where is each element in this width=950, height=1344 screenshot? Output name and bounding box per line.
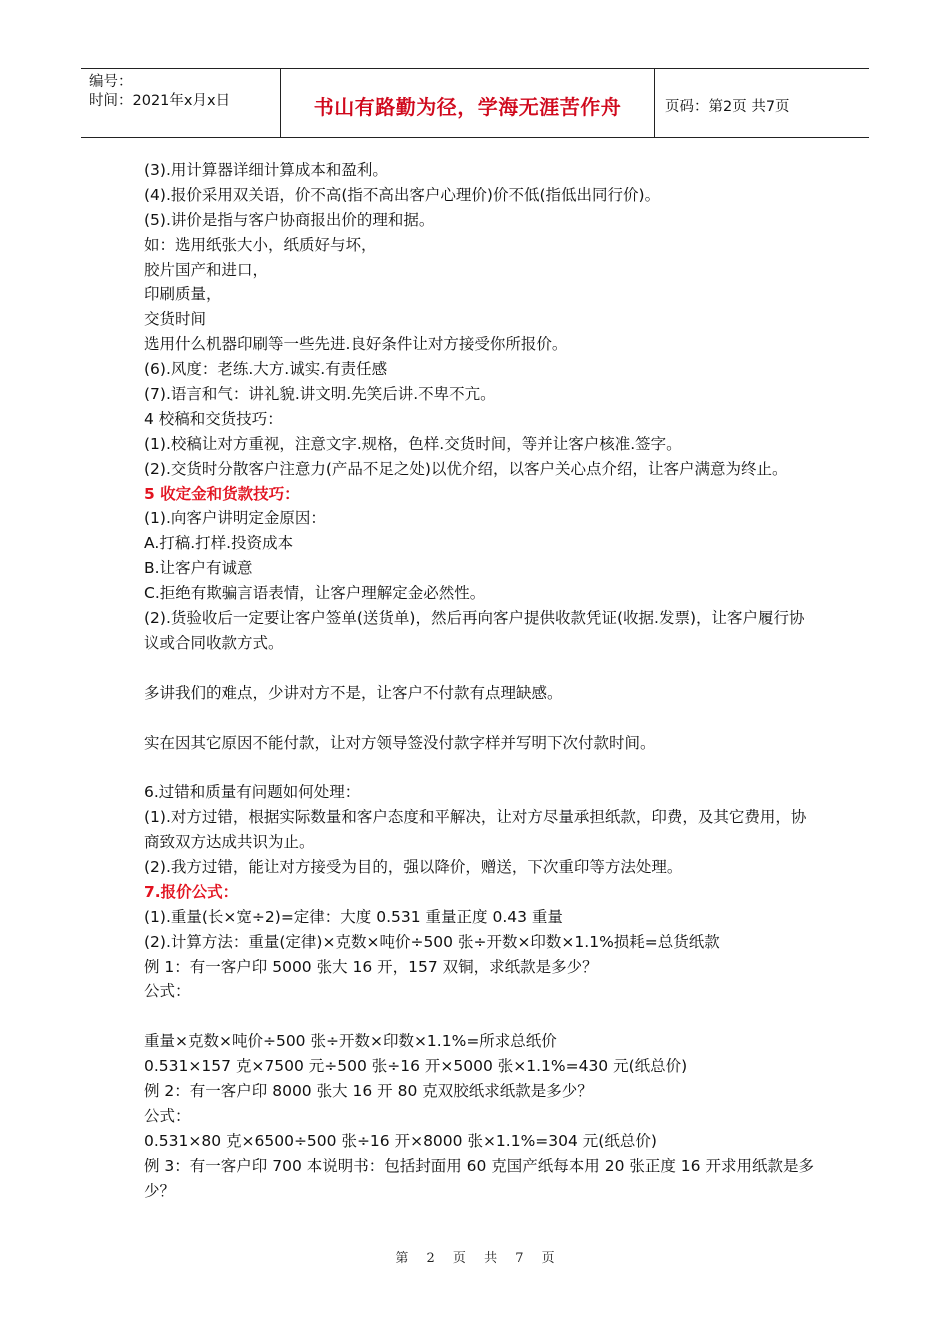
footer-word: 页 — [452, 1251, 466, 1266]
header-motto-cell — [281, 69, 655, 137]
text-line: 交货时间 — [144, 310, 207, 329]
text-line: (2).我方过错，能让对方接受为目的，强以降价，赠送，下次重印等方法处理。 — [144, 858, 683, 877]
blank-line — [144, 656, 814, 681]
footer-total-pages: 7 — [515, 1251, 524, 1266]
section-heading: 5 收定金和货款技巧： — [144, 484, 300, 503]
document-body — [144, 158, 814, 1204]
text-line: (1).校稿让对方重视，注意文字.规格，色样.交货时间，等并让客户核准.签字。 — [144, 434, 682, 453]
text-line: (6).风度：老练.大方.诚实.有责任感 — [144, 360, 388, 379]
footer-word: 页 — [541, 1251, 555, 1266]
blank-line — [144, 706, 814, 731]
header-meta — [81, 69, 281, 137]
text-line: B.让客户有诚意 — [144, 559, 253, 578]
text-line: (2).交货时分散客户注意力(产品不足之处)以优介绍，以客户关心点介绍，让客户满意为终止。 — [144, 459, 788, 478]
text-line: 实在因其它原因不能付款，让对方领导签没付款字样并写明下次付款时间。 — [144, 733, 656, 752]
blank-line — [144, 755, 814, 780]
footer-word: 第 — [395, 1251, 409, 1266]
document-date: 时间：2021年x月x日 — [89, 93, 231, 109]
text-line: 选用什么机器印刷等一些先进.良好条件让对方接受你所报价。 — [144, 335, 568, 354]
header-page-info: 页码：第2页 共7页 — [665, 98, 790, 115]
document-number-label: 编号： — [89, 74, 133, 90]
text-line: 公式： — [144, 1106, 191, 1125]
text-line: 0.531×80 克×6500÷500 张÷16 开×8000 张×1.1%=304 元(纸总价) — [144, 1131, 657, 1150]
section-heading: 7.报价公式： — [144, 882, 239, 901]
text-line: 4 校稿和交货技巧： — [144, 409, 283, 428]
text-line: C.拒绝有欺骗言语表情，让客户理解定金必然性。 — [144, 584, 486, 603]
text-line: 印刷质量， — [144, 285, 222, 304]
text-line: (7).语言和气：讲礼貌.讲文明.先笑后讲.不卑不亢。 — [144, 385, 496, 404]
text-line: (1).向客户讲明定金原因： — [144, 509, 326, 528]
text-line: (5).讲价是指与客户协商报出价的理和据。 — [144, 210, 435, 229]
blank-line — [144, 1004, 814, 1029]
text-line: 例 2：有一客户印 8000 张大 16 开 80 克双胶纸求纸款是多少？ — [144, 1082, 593, 1101]
document-header — [81, 68, 869, 138]
text-line: (1).对方过错，根据实际数量和客户态度和平解决，让对方尽量承担纸款，印费，及其它费用，协商致双方达成共识为止。 — [144, 808, 807, 852]
text-line: (2).计算方法：重量(定律)×克数×吨价÷500 张÷开数×印数×1.1%损耗=总货纸款 — [144, 932, 720, 951]
text-line: 例 3：有一客户印 700 本说明书：包括封面用 60 克国产纸每本用 20 张正度 16 开求用纸款是多少？ — [144, 1156, 814, 1200]
text-line: 多讲我们的难点，少讲对方不是，让客户不付款有点理缺感。 — [144, 683, 563, 702]
footer-word: 共 — [484, 1251, 498, 1266]
text-line: (2).货验收后一定要让客户签单(送货单)，然后再向客户提供收款凭证(收据.发票)，让客户履行协议或合同收款方式。 — [144, 609, 805, 652]
text-line: (4).报价采用双关语，价不高(指不高出客户心理价)价不低(指低出同行价)。 — [144, 185, 661, 204]
text-line: 重量×克数×吨价÷500 张÷开数×印数×1.1%=所求总纸价 — [144, 1032, 557, 1051]
text-line: 0.531×157 克×7500 元÷500 张÷16 开×5000 张×1.1%=430 元(纸总价) — [144, 1057, 688, 1076]
text-line: (1).重量(长×宽÷2)=定律：大度 0.531 重量正度 0.43 重量 — [144, 907, 563, 926]
text-line: 公式： — [144, 982, 191, 1001]
text-line: (3).用计算器详细计算成本和盈利。 — [144, 161, 388, 179]
text-line: 例 1：有一客户印 5000 张大 16 开，157 双铜，求纸款是多少？ — [144, 957, 598, 976]
page-footer — [0, 1247, 950, 1266]
footer-page-number: 2 — [426, 1251, 435, 1266]
text-line: A.打稿.打样.投资成本 — [144, 534, 294, 553]
text-line: 如：选用纸张大小，纸质好与坏， — [144, 235, 377, 254]
text-line: 胶片国产和进口， — [144, 260, 269, 279]
header-motto: 书山有路勤为径，学海无涯苦作舟 — [313, 94, 622, 119]
text-line: 6.过错和质量有问题如何处理： — [144, 783, 361, 802]
